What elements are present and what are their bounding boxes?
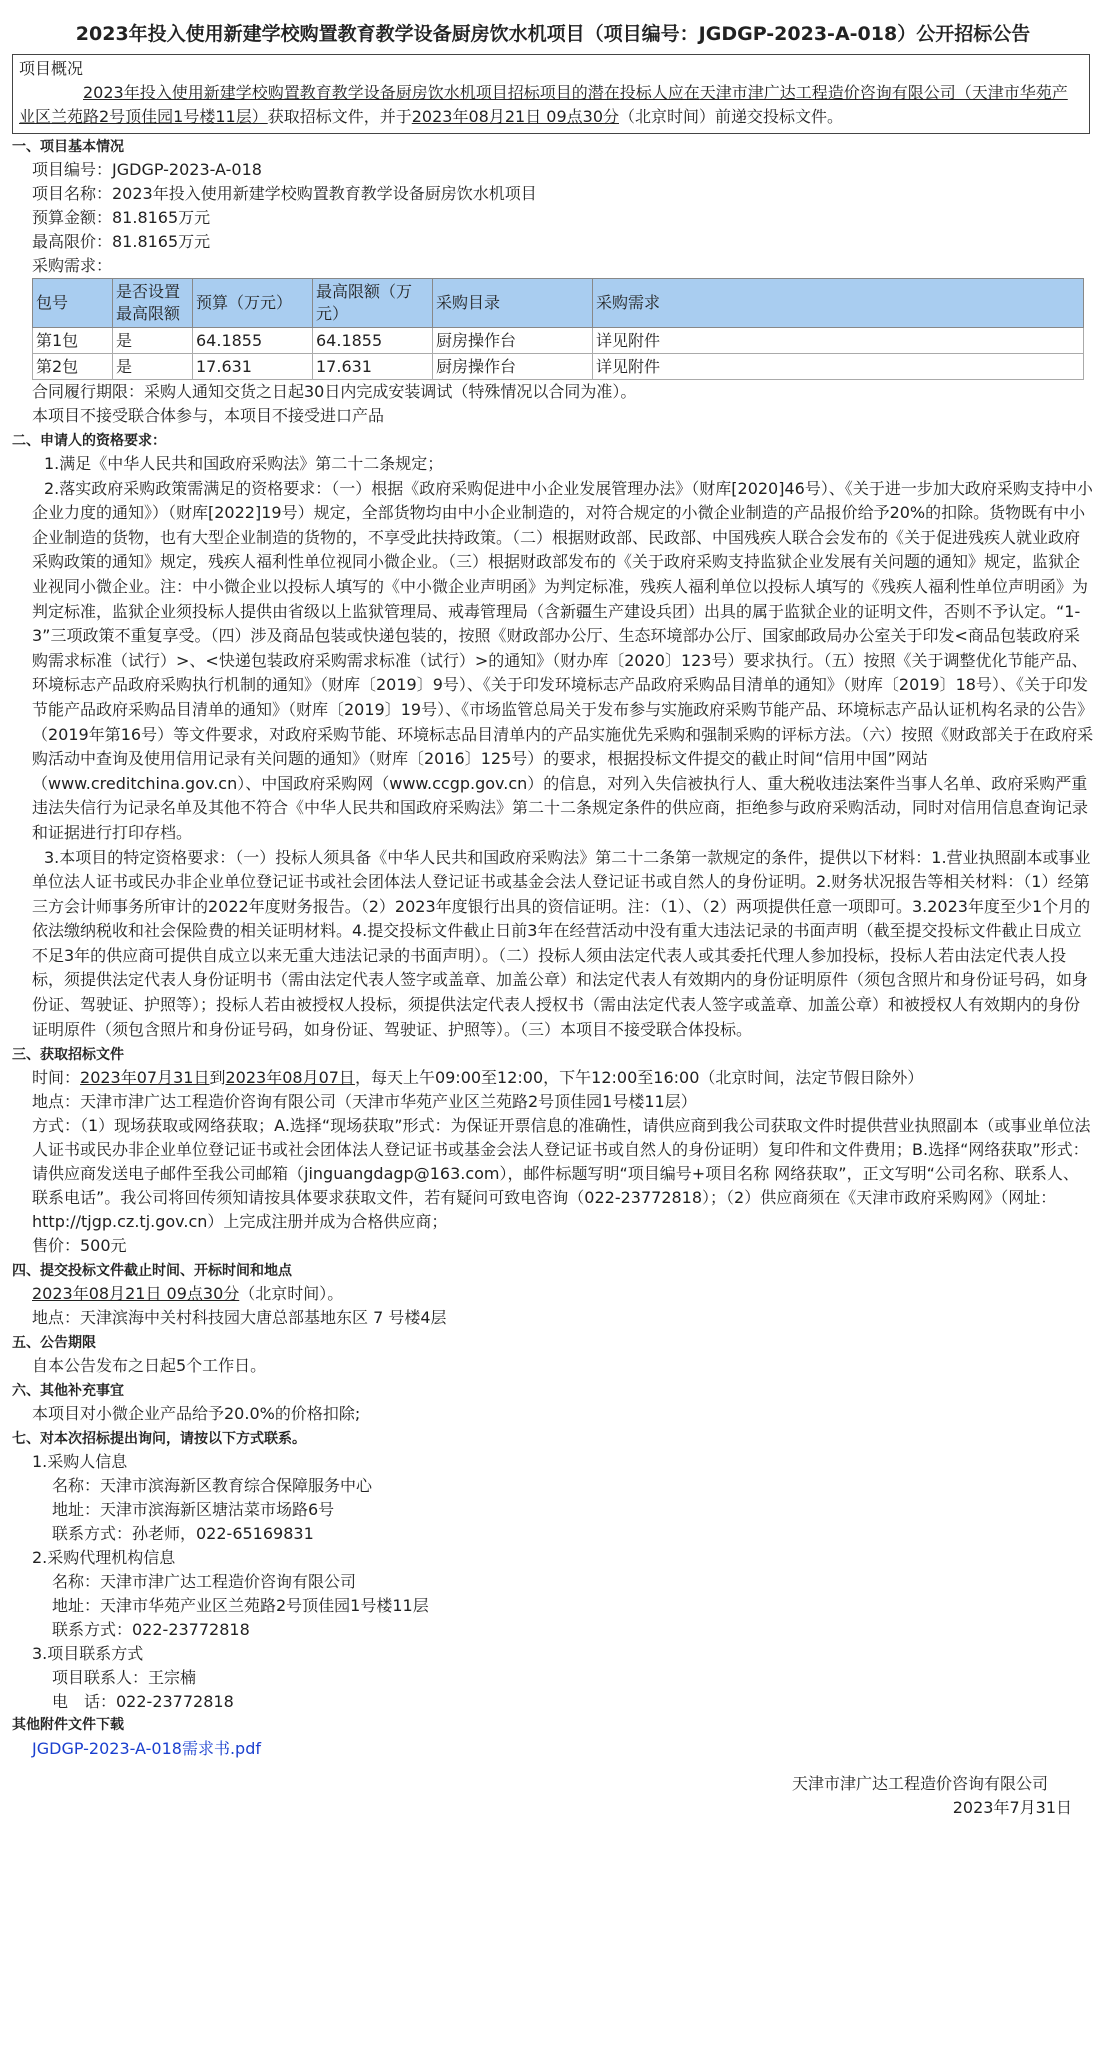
cell-budget: 17.631 [193,354,313,380]
agency-heading: 2.采购代理机构信息 [32,1548,176,1568]
section-5-heading: 五、公告期限 [12,1335,96,1352]
project-contact-phone: 电 话：022-23772818 [52,1692,234,1712]
signature-date: 2023年7月31日 [952,1798,1072,1818]
obtain-time-to: 到 [209,1068,226,1088]
agency-contact: 联系方式：022-23772818 [52,1620,250,1640]
cell-demand: 详见附件 [593,354,1084,380]
section-1-heading: 一、项目基本情况 [12,139,124,155]
qualification-1: 1.满足《中华人民共和国政府采购法》第二十二条规定； [44,454,444,473]
cell-catalog: 厨房操作台 [433,354,593,380]
supplementary-note: 本项目对小微企业产品给予20.0%的价格扣除; [32,1404,361,1424]
cell-has-limit: 是 [113,328,193,354]
table-row [33,354,1084,380]
submission-deadline-rest: （北京时间）。 [239,1284,344,1304]
th-has-limit: 是否设置最高限额 [113,279,193,328]
buyer-contact: 联系方式：孙老师，022-65169831 [52,1524,314,1544]
obtain-time [12,1066,1094,1090]
document-price: 售价：500元 [32,1236,127,1256]
obtain-place: 地点：天津市津广达工程造价咨询有限公司（天津市华苑产业区兰苑路2号顶佳园1号楼11层） [32,1092,697,1112]
page-title: 2023年投入使用新建学校购置教育教学设备厨房饮水机项目（项目编号：JGDGP-2023-A-018）公开招标公告 [75,23,1031,45]
cell-budget: 64.1855 [193,328,313,354]
cell-package: 第2包 [33,354,113,380]
buyer-name: 名称：天津市滨海新区教育综合保障服务中心 [52,1476,373,1496]
overview-part2: 获取招标文件，并于 [267,107,412,126]
overview-box [12,54,1090,134]
section-3-heading: 三、获取招标文件 [12,1047,124,1064]
project-name: 项目名称：2023年投入使用新建学校购置教育教学设备厨房饮水机项目 [32,184,537,203]
announcement-page [12,22,1094,1820]
obtain-time-start: 2023年07月31日 [80,1068,210,1088]
table-row [33,328,1084,354]
demand-label: 采购需求： [32,256,113,275]
project-code: 项目编号：JGDGP-2023-A-018 [32,160,262,179]
contract-period: 合同履行期限：采购人通知交货之日起30日内完成安装调试（特殊情况以合同为准）。 [32,382,637,401]
qualification-2: 2.落实政府采购政策需满足的资格要求：（一）根据《政府采购促进中小企业发展管理办法》（财库[2020]46号）、《关于进一步加大政府采购支持中小企业力度的通知》）（财库[2022]19号）规定，全部货物均由中小企业制造的，对符合规定的小微企业制造的产品报价给予20%的扣除。货物既有中小企业制造的货物，也有大型企业制造的货物的，不享受此扶持政策。（二）根据财政部、民政部、中国残疾人联合会发布的《关于促进残疾人就业政府采购政策的通知》规定，残疾人福利性单位视同小微企业。（三）根据财政部发布的《关于政府采购支持监狱企业发展有关问题的通知》规定，监狱企业视同小微企业。注：中小微企业以投标人填写的《中小微企业声明函》为判定标准，残疾人福利单位以投标人填写的《残疾人福利性单位声明函》为判定标准，监狱企业须投标人提供由省级以上监狱管理局、戒毒管理局（含新疆生产建设兵团）出具的属于监狱企业的证明文件，否则不予认定。“1-3”三项政策不重复享受。（四）涉及商品包装或快递包装的，按照《财政部办公厅、生态环境部办公厅、国家邮政局办公室关于印发<商品包装政府采购需求标准（试行）>、<快递包装政府采购需求标准（试行）>的通知》（财办库〔2020〕123号）要求执行。（五）按照《关于调整优化节能产品、环境标志产品政府采购执行机制的通知》（财库〔2019〕9号）、《关于印发环境标志产品政府采购品目清单的通知》（财库〔2019〕18号）、《关于印发节能产品政府采购品目清单的通知》（财库〔2019〕19号）、《市场监管总局关于发布参与实施政府采购节能产品、环境标志产品认证机构名录的公告》（2019年第16号）等文件要求，对政府采购节能、环境标志品目清单内的产品实施优先采购和强制采购的评标方法。（六）按照《财政部关于在政府采购活动中查询及使用信用记录有关问题的通知》（财库〔2016〕125号）的要求，根据投标文件提交的截止时间“信用中国”网站（www.creditchina.gov.cn）、中国政府采购网（www.ccgp.gov.cn）的信息，对列入失信被执行人、重大税收违法案件当事人名单、政府采购严重违法失信行为记录名单及其他不符合《中华人民共和国政府采购法》第二十二条规定条件的供应商，拒绝参与政府采购活动，同时对信用信息查询记录和证据进行打印存档。 [32,478,1094,842]
signature-org: 天津市津广达工程造价咨询有限公司 [791,1774,1048,1794]
obtain-method: 方式：（1）现场获取或网络获取；A.选择“现场获取”形式：为保证开票信息的准确性，请供应商到我公司获取文件时提供营业执照副本（或事业单位法人证书或民办非企业单位登记证书或社会团体法人登记证书或基金会法人登记证书或自然人的身份证明）复印件和文件费用；B.选择“网络获取”形式：请供应商发送电子邮件至我公司邮箱（jinguangdagp@163.com），邮件标题写明“项目编号+项目名称 网络获取”，正文写明“公司名称、联系人、联系电话”。我公司将回传须知请按具体要求获取文件，若有疑问可致电咨询（022-23772818）；（2）供应商须在《天津市政府采购网》（网址：http://tjgp.cz.tj.gov.cn）上完成注册并成为合格供应商； [32,1116,1091,1232]
section-4-heading: 四、提交投标文件截止时间、开标时间和地点 [12,1263,292,1280]
buyer-address: 地址：天津市滨海新区塘沽菜市场路6号 [52,1500,335,1520]
agency-name: 名称：天津市津广达工程造价咨询有限公司 [52,1572,357,1592]
section-7-heading: 七、对本次招标提出询问，请按以下方式联系。 [12,1431,306,1448]
overview-deadline: 2023年08月21日 09点30分 [411,107,619,126]
budget-amount: 预算金额：81.8165万元 [32,208,211,227]
overview-part3: （北京时间）前递交投标文件。 [619,107,844,126]
submission-deadline [12,1282,1094,1306]
table-header-row [33,279,1084,328]
submission-deadline-date: 2023年08月21日 09点30分 [32,1284,240,1304]
th-budget: 预算（万元） [193,279,313,328]
max-price: 最高限价：81.8165万元 [32,232,211,251]
section-6-heading: 六、其他补充事宜 [12,1383,124,1400]
qualification-3: 3.本项目的特定资格要求：（一）投标人须具备《中华人民共和国政府采购法》第二十二条第一款规定的条件，提供以下材料：1.营业执照副本或事业单位法人证书或民办非企业单位登记证书或社会团体法人登记证书或基金会法人登记证书或自然人的身份证明。2.财务状况报告等相关材料：（1）经第三方会计师事务所审计的2022年度财务报告。（2）2023年度银行出具的资信证明。注：（1）、（2）两项提供任意一项即可。3.2023年度至少1个月的依法缴纳税收和社会保险费的相关证明材料。4.提交投标文件截止日前3年在经营活动中没有重大违法记录的书面声明（截至提交投标文件截止日成立不足3年的供应商可提供自成立以来无重大违法记录的书面声明）。（二）投标人须由法定代表人或其委托代理人参加投标，投标人若由法定代表人投标，须提供法定代表人身份证明书（需由法定代表人签字或盖章、加盖公章）和法定代表人有效期内的身份证明原件（须包含照片和身份证号码，如身份证、驾驶证、护照等）；投标人若由被授权人投标，须提供法定代表人授权书（需由法定代表人签字或盖章、加盖公章）和被授权人有效期内的身份证明原件（须包含照片和身份证号码，如身份证、驾驶证、护照等）。（三）本项目不接受联合体投标。 [32,847,1091,1039]
agency-address: 地址：天津市华苑产业区兰苑路2号顶佳园1号楼11层 [52,1596,429,1616]
cell-has-limit: 是 [113,354,193,380]
consortium-note: 本项目不接受联合体参与，本项目不接受进口产品 [32,406,385,425]
attachments-heading: 其他附件文件下载 [12,1717,124,1734]
obtain-time-label: 时间： [32,1068,81,1088]
notice-period: 自本公告发布之日起5个工作日。 [32,1356,267,1376]
buyer-heading: 1.采购人信息 [32,1452,128,1472]
overview-heading: 项目概况 [19,59,84,78]
th-catalog: 采购目录 [433,279,593,328]
th-demand: 采购需求 [593,279,1084,328]
cell-demand: 详见附件 [593,328,1084,354]
section-2-heading: 二、申请人的资格要求： [12,433,166,449]
obtain-time-rest: ，每天上午09:00至12:00，下午12:00至16:00（北京时间，法定节假日除外） [354,1068,924,1088]
overview-text [19,81,1083,129]
cell-limit: 64.1855 [313,328,433,354]
project-contact-heading: 3.项目联系方式 [32,1644,144,1664]
overview-agency-location: 天津市津广达工程造价咨询有限公司（天津市华苑产业区兰苑路2号顶佳园1号楼11层） [19,83,1068,126]
opening-place: 地点：天津滨海中关村科技园大唐总部基地东区 7 号楼4层 [32,1308,447,1328]
overview-part1: 2023年投入使用新建学校购置教育教学设备厨房饮水机项目招标项目的潜在投标人应在 [83,83,700,102]
cell-package: 第1包 [33,328,113,354]
cell-catalog: 厨房操作台 [433,328,593,354]
cell-limit: 17.631 [313,354,433,380]
th-limit: 最高限额（万元） [313,279,433,328]
package-table [32,278,1084,380]
project-contact-person: 项目联系人：王宗楠 [52,1668,197,1688]
th-package: 包号 [33,279,113,328]
obtain-time-end: 2023年08月07日 [225,1068,355,1088]
attachment-link[interactable]: JGDGP-2023-A-018需求书.pdf [32,1739,261,1759]
